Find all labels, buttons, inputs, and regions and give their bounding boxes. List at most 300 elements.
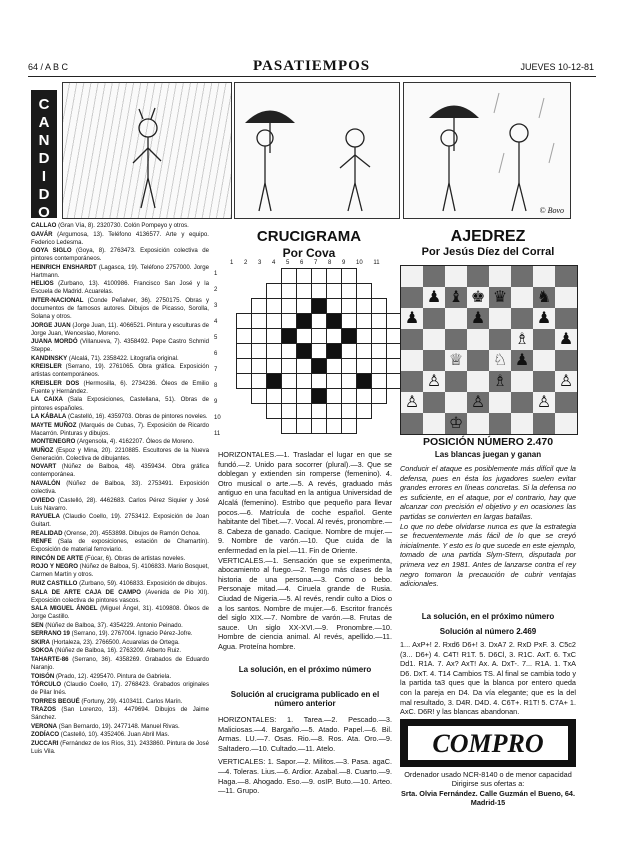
- gallery-details: (Serrano, 19). 2767004. Ignacio Pérez-Jofre.: [69, 630, 193, 638]
- crossword-cell: [311, 328, 327, 344]
- page-header: [28, 60, 594, 74]
- chess-square: [401, 413, 423, 434]
- chess-piece-square: ♙: [401, 392, 423, 413]
- gallery-listing: [31, 447, 209, 463]
- crossword-cell: [326, 388, 342, 404]
- gallery-listing: [31, 639, 209, 647]
- crossword-cell: [266, 283, 282, 299]
- gallery-name: KREISLER: [31, 363, 62, 371]
- chess-piece-square: ♙: [467, 392, 489, 413]
- gallery-listing: [31, 706, 209, 722]
- crossword-author: Por Cova: [282, 246, 336, 260]
- crossword-cell: [356, 388, 372, 404]
- chess-square: [467, 266, 489, 287]
- crossword-cell: [311, 268, 327, 284]
- crossword-cell: [266, 298, 282, 314]
- comic-title-letter: A: [38, 114, 50, 131]
- gallery-name: ROJO Y NEGRO: [31, 563, 78, 571]
- crossword-cell: [326, 283, 342, 299]
- compro-ad-banner: [400, 719, 576, 767]
- crossword-cell: [281, 358, 297, 374]
- gallery-details: (Castelló, 28). 4462683. Carlos Pérez Siquier y José Luis Navarro.: [31, 496, 209, 512]
- crossword-cell: [356, 358, 372, 374]
- chess-intro: Conducir el ataque es posiblemente más difícil que la defensa, pues en ésta los jugadores suelen evitar grandes errores en líneas concretas. Si la defensa no es suficiente, en el ataque, por el contrario, hay que alcanzar con precisión el objetivo y en ocasiones las partidas se convierten en largas batallas.: [400, 464, 576, 521]
- crossword-row-numbers: [214, 271, 221, 447]
- gallery-details: (Núñez de Balboa, 33). 2753491. Exposición colectiva.: [31, 479, 209, 495]
- chess-piece-square: ♕: [445, 350, 467, 371]
- gallery-name: RINCÓN DE ARTE: [31, 554, 84, 562]
- gallery-name: INTER-NACIONAL: [31, 296, 84, 304]
- crossword-cell: [251, 388, 267, 404]
- crossword-row-number: 4: [214, 319, 218, 325]
- chess-square: [555, 287, 577, 308]
- gallery-listing: [31, 396, 209, 412]
- chess-square: [489, 266, 511, 287]
- chess-square: [401, 287, 423, 308]
- crossword-row-number: 10: [214, 415, 221, 421]
- gallery-listing: [31, 740, 209, 756]
- crossword-cell: [296, 298, 312, 314]
- chess-square: [401, 371, 423, 392]
- crossword-cell: [251, 373, 267, 389]
- chess-square: [533, 371, 555, 392]
- crossword-cell: [236, 343, 252, 359]
- chess-square: [511, 392, 533, 413]
- crossword-black-cell: [266, 373, 282, 389]
- crossword-black-cell: [311, 388, 327, 404]
- chess-square: [467, 371, 489, 392]
- crossword-row-number: 8: [214, 383, 218, 389]
- gallery-name: GOYA SIGLO: [31, 247, 72, 255]
- crossword-cell: [371, 358, 387, 374]
- chess-author: Por Jesús Díez del Corral: [421, 246, 555, 258]
- gallery-details: (Núñez de Balboa, 5). 4106833. Mario Bosquet, Carmen Martín y otros.: [31, 563, 209, 579]
- gallery-details: (Lagasca, 19). Teléfono 2757000. Jorge Hartmann.: [31, 263, 209, 279]
- crossword-cell: [356, 328, 372, 344]
- crossword-cell: [341, 313, 357, 329]
- chess-position-caption: POSICIÓN NÚMERO 2.470: [422, 436, 554, 448]
- gallery-name: ZODÍACO: [31, 731, 60, 739]
- crossword-cell: [371, 388, 387, 404]
- comic-title-letter: C: [38, 96, 50, 113]
- crossword-cell: [326, 298, 342, 314]
- gallery-details: (Castelló, 16). 4359703. Obras de pintores noveles.: [66, 413, 208, 421]
- gallery-details: (Avenida de Pío XII). Exposición colectiva de pintores vascos.: [31, 588, 209, 604]
- issue-date: JUEVES 10-12-81: [520, 62, 594, 72]
- gallery-listing: [31, 656, 209, 672]
- gallery-name: CALLAO: [31, 222, 57, 229]
- gallery-listing: [31, 723, 209, 731]
- crossword-cell: [326, 373, 342, 389]
- crossword-cell: [251, 328, 267, 344]
- gallery-listing: [31, 530, 209, 538]
- gallery-details: (Goya, 8). 2763473. Exposición colectiva de pintores contemporáneos.: [31, 247, 209, 263]
- chess-square: [533, 350, 555, 371]
- crossword-cell: [341, 343, 357, 359]
- gallery-listing: [31, 630, 209, 638]
- crossword-cell: [341, 358, 357, 374]
- gallery-listing: [31, 538, 209, 554]
- gallery-name: NAVALÓN: [31, 479, 61, 487]
- crossword-cell: [296, 388, 312, 404]
- comic-title-letter: D: [38, 186, 50, 203]
- crossword-cell: [341, 298, 357, 314]
- crossword-row-number: 7: [214, 367, 218, 373]
- gallery-listing: [31, 355, 209, 363]
- crossword-cell: [281, 298, 297, 314]
- chess-piece-square: ♚: [467, 287, 489, 308]
- chess-square: [555, 350, 577, 371]
- crossword-cell: [326, 403, 342, 419]
- gallery-details: (Miguel Ángel, 31). 4109808. Óleos de Jorge Castillo.: [31, 605, 210, 621]
- gallery-name: TORRES BEGUÉ: [31, 697, 80, 705]
- crossword-cell: [341, 388, 357, 404]
- chess-square: [489, 392, 511, 413]
- two-figures-umbrella-illustration: [235, 83, 399, 218]
- crossword-cell: [371, 343, 387, 359]
- crossword-cell: [371, 373, 387, 389]
- gallery-details: (San Lorenzo, 13). 4479694. Dibujos de Jaime Sánchez.: [31, 706, 209, 722]
- chess-square: [445, 329, 467, 350]
- prev-horizontales: HORIZONTALES: 1. Tarea.—2. Pescado.—3. Maliciosas.—4. Bargaño.—5. Atado. Papel.—6. Bil. Armas. LU.—7. Osas. Rio.—8. Ros. Ata. Oro.—9. Saltadero.—10. Cultado.—11. Atelo.: [218, 715, 392, 753]
- crossword-cell: [266, 388, 282, 404]
- gallery-name: TÓRCULO: [31, 681, 62, 689]
- gallery-name: SOKOA: [31, 647, 54, 655]
- gallery-listing: [31, 555, 209, 563]
- crossword-cell: [356, 343, 372, 359]
- gallery-name: VERONA: [31, 722, 58, 730]
- chess-square: [467, 413, 489, 434]
- crossword-cell: [326, 418, 342, 434]
- gallery-listing: [31, 231, 209, 247]
- gallery-details: (Espoz y Mina, 20). 2210885. Escultores de la Nueva Generación. Colectiva de dibujantes.: [31, 446, 209, 462]
- crossword-cell: [341, 283, 357, 299]
- crossword-cell: [341, 268, 357, 284]
- gallery-listing: [31, 731, 209, 739]
- chess-square: [555, 266, 577, 287]
- chess-square: [423, 266, 445, 287]
- gallery-details: (Orense, 20). 4553898. Dibujos de Ramón Ochoa.: [62, 529, 201, 537]
- crossword-black-cell: [311, 298, 327, 314]
- crossword-black-cell: [296, 313, 312, 329]
- chess-square: [467, 329, 489, 350]
- crossword-cell: [236, 358, 252, 374]
- gallery-details: (Núñez de Balboa, 48). 4359434. Obra gráfica contemporánea.: [31, 463, 209, 479]
- gallery-details: (Sala Exposiciones, Castellana, 51). Obras de pintores españoles.: [31, 396, 209, 412]
- chess-square: [423, 392, 445, 413]
- gallery-name: RUIZ CASTILLO: [31, 580, 78, 588]
- gallery-name: JUANA MORDÓ: [31, 338, 78, 346]
- compro-line-2: Dirigirse sus ofertas a:: [451, 779, 525, 789]
- gallery-details: (Villanueva, 7). 4358492. Pepe Castro Schmid Steppe.: [31, 338, 209, 354]
- crossword-prev-solution-title: Solución al crucigrama publicado en el número anterior: [230, 690, 380, 708]
- comic-panel-1: [62, 82, 232, 219]
- crossword-clues: [218, 450, 392, 651]
- chess-square: [511, 371, 533, 392]
- page-reference: 64 / A B C: [28, 62, 69, 72]
- comic-vertical-title: [31, 90, 57, 221]
- chess-square: [555, 308, 577, 329]
- crossword-prev-solution: [218, 715, 392, 835]
- chess-piece-square: ♟: [401, 308, 423, 329]
- crossword-cell: [311, 403, 327, 419]
- crossword-black-cell: [326, 343, 342, 359]
- crossword-cell: [281, 403, 297, 419]
- gallery-name: SEN: [31, 621, 44, 629]
- gallery-name: TRAZOS: [31, 706, 57, 714]
- crossword-cell: [281, 268, 297, 284]
- crossword-cell: [266, 328, 282, 344]
- gallery-details: (Serrano, 36). 4358269. Grabados de Eduardo Naranjo.: [31, 655, 209, 671]
- chess-piece-square: ♙: [533, 392, 555, 413]
- crossword-cell: [281, 343, 297, 359]
- chess-task: Las blancas juegan y ganan: [434, 450, 542, 459]
- gallery-name: LA KÁBALA: [31, 413, 67, 421]
- compro-line-3: Srta. Olvia Fernández. Calle Guzmán el Bueno, 64. Madrid-15: [401, 788, 575, 808]
- crossword-cell: [266, 403, 282, 419]
- gallery-details: (Claudio Coello, 17). 2768423. Grabados originales de Pilar Inés.: [31, 681, 209, 697]
- crossword-cell: [311, 283, 327, 299]
- crossword-cell: [236, 313, 252, 329]
- chess-square: [445, 392, 467, 413]
- gallery-name: MUÑOZ: [31, 446, 54, 454]
- crossword-cell: [236, 373, 252, 389]
- crossword-cell: [281, 418, 297, 434]
- chess-piece-square: ♙: [555, 371, 577, 392]
- gallery-details: (San Bernardo, 19). 2477148. Manuel Rivas.: [57, 722, 180, 730]
- gallery-listing: [31, 363, 209, 379]
- chess-square: [423, 308, 445, 329]
- crossword-cell: [356, 313, 372, 329]
- gallery-details: (Zurbano, 59). 4106833. Exposición de dibujos.: [77, 580, 208, 588]
- crossword-title: CRUCIGRAMA: [256, 228, 362, 245]
- chess-square: [401, 329, 423, 350]
- gallery-details: (Fúcar, 6). Obras de artistas noveles.: [83, 554, 186, 562]
- comic-title-letter: O: [38, 204, 50, 221]
- chess-square: [445, 371, 467, 392]
- gallery-name: HEINRICH ENSHARDT: [31, 263, 97, 271]
- gallery-listing: [31, 322, 209, 338]
- crossword-cell: [371, 313, 387, 329]
- gallery-details: (Jorge Juan, 11). 4066521. Pintura y esculturas de Jorge Juan, Wenceslao, Moreno.: [31, 321, 209, 337]
- gallery-details: (Prado, 12). 4295470. Pintura de Gabriela.: [54, 672, 172, 680]
- crossword-cell: [341, 403, 357, 419]
- crossword-cell: [341, 373, 357, 389]
- crossword-cell: [296, 373, 312, 389]
- crossword-cell: [311, 418, 327, 434]
- clues-horizontal: HORIZONTALES.—1. Trasladar el lugar en que se fundó.—2. Unido para socorrer (plural).—3. Que se doblegan y extienden sin romperse (femenino). 4. Otro musical o arte.—5. A revés, graduado más antiguo en una facultad en la antigua Universidad de Alcalá (femenino). Estribo que pequeño para llevar pocos.—6. Matrícula de coche español. Gente habitante del Tibet.—7. Vocal. Al revés, pronombre.—8. Cabeza de ganado. Cacique. Nombre de mujer.—9. Nombre de varón.—10. Que cuida de la enfermedad en la piel.—11. Fin de Oriente.: [218, 450, 392, 555]
- gallery-details: (Sala de exposiciones, estación de Chamartín). Exposición de material ferroviario.: [31, 538, 209, 554]
- crossword-row-number: 1: [214, 271, 218, 277]
- chess-square: [555, 413, 577, 434]
- chess-piece-square: ♟: [533, 308, 555, 329]
- crossword-row-number: 3: [214, 303, 218, 309]
- gallery-name: SERRANO 19: [31, 630, 70, 638]
- gallery-details: (Núñez de Balboa, 16). 2763209. Alberto Ruiz.: [53, 647, 182, 655]
- chess-square: [533, 329, 555, 350]
- gallery-name: SALA MIGUEL ÁNGEL: [31, 605, 98, 613]
- chess-piece-square: ♟: [511, 350, 533, 371]
- chess-square: [511, 413, 533, 434]
- gallery-details: (Conde Peñalver, 36). 2750175. Obras y documentos de famosos autores. Dibujos de Picasso, Sorolla, Solana y otros.: [31, 296, 209, 321]
- comic-panel-2: [234, 82, 400, 219]
- gallery-name: TOISÓN: [31, 672, 55, 680]
- crossword-black-cell: [326, 313, 342, 329]
- two-figures-rain-illustration: [404, 83, 570, 218]
- crossword-row-number: 5: [214, 335, 218, 341]
- gallery-listing: [31, 622, 209, 630]
- chess-square: [511, 287, 533, 308]
- comic-panel-3: [403, 82, 571, 219]
- gallery-name: MONTENEGRO: [31, 438, 76, 446]
- chess-square: [489, 308, 511, 329]
- crossword-cell: [341, 418, 357, 434]
- crossword-cell: [296, 403, 312, 419]
- compro-ad-title: COMPRO: [408, 726, 568, 760]
- crossword-cell: [311, 313, 327, 329]
- crossword-row-number: 9: [214, 399, 218, 405]
- gallery-name: TAHARTE-86: [31, 655, 69, 663]
- header-rule: [28, 76, 596, 77]
- gallery-name: OVIEDO: [31, 496, 55, 504]
- chess-square: [423, 329, 445, 350]
- crossword-cell: [356, 403, 372, 419]
- chess-square: [511, 266, 533, 287]
- gallery-name: JORGE JUAN: [31, 321, 71, 329]
- gallery-listing: [31, 297, 209, 321]
- gallery-details: (Serrano, 19). 2761065. Obra gráfica. Exposición artistas contemporáneos.: [31, 363, 209, 379]
- chess-prev-solution: 1... AxP+! 2. Rxd6 D6+! 3. DxA7 2. RxD PxF. 3. C5c2 (3... D6+) 4. C4T! R1T. 5. D6Cl, 3. R1C. AxT. 6. TxC Dd1. R1A. 7. Ax? AxT! Ax. A. DxT-. 7... R1A. 1. TxA D6. DxT. 4. T14 Cambios TS. Al final se cambia todo y la partida ta3 ques que la blanca por entero queda con la pareja en D4. Da vía elegante; que es la del mal resultado, 3. D4R. D4D. 4. C6T+. R1T! 5. C7A+ 1. AxC. D6R! y las blancas abandonan.: [400, 640, 577, 717]
- gallery-listing: [31, 647, 209, 655]
- gallery-listings: [31, 222, 209, 837]
- crossword-cell: [251, 358, 267, 374]
- clues-vertical: VERTICALES.—1. Sensación que se experimenta, abocamiento al fuego.—2. Tengo más clases de la historia de una persona.—3. Como o bebo. Personaje mitad.—4. Ciruela grande de Rusia. Ciudad de Nigeria.—5. Al revés, rendir culto a Dios o a los santos. Nombre de mujer.—6. Escritor francés del siglo XIX.—7. Nombre de varón.—8. Frutas de sauce. Un siglo XX-XVI.—9. Pronombre.—10. Hombre de ciencia animal. Al revés, apellido.—11. Agua. Proteína hombre.: [218, 555, 392, 651]
- crossword-cell: [281, 283, 297, 299]
- crossword-cell: [296, 283, 312, 299]
- chess-square: [511, 308, 533, 329]
- chess-square: [533, 266, 555, 287]
- crossword-cell: [356, 298, 372, 314]
- gallery-details: (Hermosilla, 6). 2734236. Óleos de Emilio Fuente y Hernández.: [31, 379, 209, 395]
- gallery-name: LA CAIXA: [31, 396, 63, 404]
- chess-piece-square: ♙: [423, 371, 445, 392]
- gallery-name: ZUCCARI: [31, 739, 59, 747]
- gallery-listing: [31, 413, 209, 421]
- gallery-listing: [31, 580, 209, 588]
- gallery-details: (Hortaleza, 23). 2766500. Acuarelas de Ortega.: [49, 638, 180, 646]
- crossword-black-cell: [281, 328, 297, 344]
- crossword-cell: [281, 373, 297, 389]
- gallery-listing: [31, 222, 209, 230]
- crossword-cell: [371, 328, 387, 344]
- chess-square: [401, 350, 423, 371]
- gallery-listing: [31, 463, 209, 479]
- gallery-listing: [31, 698, 209, 706]
- gallery-details: (Núñez de Balboa, 37). 4354229. Antonio Peinado.: [43, 621, 183, 629]
- gallery-listing: [31, 280, 209, 296]
- compro-line-1: Ordenador usado NCR-8140 o de menor capacidad: [404, 770, 572, 779]
- gallery-name: RENFE: [31, 538, 52, 546]
- gallery-listing: [31, 480, 209, 496]
- chess-title: AJEDREZ: [450, 228, 526, 245]
- gallery-details: (Argensola, 4). 4162207. Óleos de Moreno.: [75, 438, 195, 446]
- gallery-name: SALA DE ARTE CAJA DE CAMPO: [31, 588, 141, 596]
- chess-square: [401, 266, 423, 287]
- chess-square: [555, 392, 577, 413]
- crossword-black-cell: [311, 358, 327, 374]
- gallery-details: (Argumosa, 13). Teléfono 4136577. Arte y equipo. Federico Ledesma.: [31, 230, 209, 246]
- crossword-row-number: 11: [214, 431, 221, 437]
- gallery-details: (Alcalá, 71). 2358422. Litografía original.: [67, 354, 179, 362]
- chess-piece-square: ♞: [533, 287, 555, 308]
- gallery-name: HELIOS: [31, 280, 54, 288]
- gallery-listing: [31, 264, 209, 280]
- crossword-cell: [251, 343, 267, 359]
- chess-body: Lo que no debe olvidarse nunca es que la estrategia se frecuentemente más fácil de lo que se creyó inicialmente. Y esto es lo que sucede en este ejemplo, tomado de una partida Slym-Stern, disputada por primera vez en 1981. Antes de lanzarse contra el rey negro tomaron la precaución de cubrir ventajas adicionales.: [400, 521, 576, 589]
- gallery-details: (Claudio Coello, 19). 2753412. Exposición de Joan Guitart.: [31, 513, 209, 529]
- chess-text: [400, 464, 576, 609]
- gallery-listing: [31, 563, 209, 579]
- cartoon-signature: © Bovo: [539, 206, 564, 215]
- crossword-cell: [251, 298, 267, 314]
- chess-square: [533, 413, 555, 434]
- crossword-cell: [371, 298, 387, 314]
- gallery-name: GAVÁR: [31, 230, 53, 238]
- crossword-cell: [251, 313, 267, 329]
- crossword-cell: [356, 283, 372, 299]
- crossword-cell: [296, 268, 312, 284]
- chess-piece-square: ♘: [489, 350, 511, 371]
- crossword-column-numbers: 1 2 3 4 5 6 7 8 9 10 11: [230, 260, 380, 266]
- gallery-listing: [31, 497, 209, 513]
- crossword-cell: [326, 358, 342, 374]
- comic-title-letter: D: [38, 150, 50, 167]
- prev-verticales: VERTICALES: 1. Sapor.—2. Militos.—3. Pasa. agaC.—4. Toleras. Lius.—6. Ardior. Azabal.—8. Cuarto.—9. Haga.—8. Ahogado. Eso.—9. osIP. Buto.—10. Arteo.—11. Grupo.: [218, 757, 392, 796]
- chess-square: [489, 329, 511, 350]
- gallery-name: KANDINSKY: [31, 354, 68, 362]
- gallery-details: (Castelló, 10). 4352406. Juan Abril Mas.: [59, 731, 170, 739]
- section-title: PASATIEMPOS: [253, 58, 371, 74]
- crossword-black-cell: [296, 343, 312, 359]
- gallery-details: (Gran Vía, 8). 2320730. Colón Pompeyo y otros.: [56, 222, 189, 229]
- chess-board: [400, 265, 578, 435]
- gallery-listing: [31, 380, 209, 396]
- crossword-cell: [296, 358, 312, 374]
- gallery-name: NOVART: [31, 463, 57, 471]
- crossword-cell: [311, 373, 327, 389]
- chess-square: [489, 413, 511, 434]
- chess-piece-square: ♗: [511, 329, 533, 350]
- crossword-cell: [326, 328, 342, 344]
- gallery-details: (Fortuny, 29). 4103411. Carlos Marín.: [79, 697, 183, 705]
- crossword-cell: [266, 313, 282, 329]
- chess-square: [423, 413, 445, 434]
- gallery-listing: [31, 673, 209, 681]
- crossword-cell: [266, 343, 282, 359]
- gallery-details: (Marqués de Cubas, 7). Exposición de Ricardo Macarrón. Pinturas y dibujos.: [31, 421, 209, 437]
- gallery-name: KREISLER DOS: [31, 379, 80, 387]
- crossword-cell: [236, 328, 252, 344]
- chess-piece-square: ♛: [489, 287, 511, 308]
- chess-piece-square: ♔: [445, 413, 467, 434]
- crossword-cell: [266, 358, 282, 374]
- rain-lines: [63, 83, 231, 218]
- crossword-cell: [326, 268, 342, 284]
- crossword-cell: [311, 343, 327, 359]
- gallery-listing: [31, 589, 209, 605]
- crossword-cell: [281, 388, 297, 404]
- gallery-listing: [31, 605, 209, 621]
